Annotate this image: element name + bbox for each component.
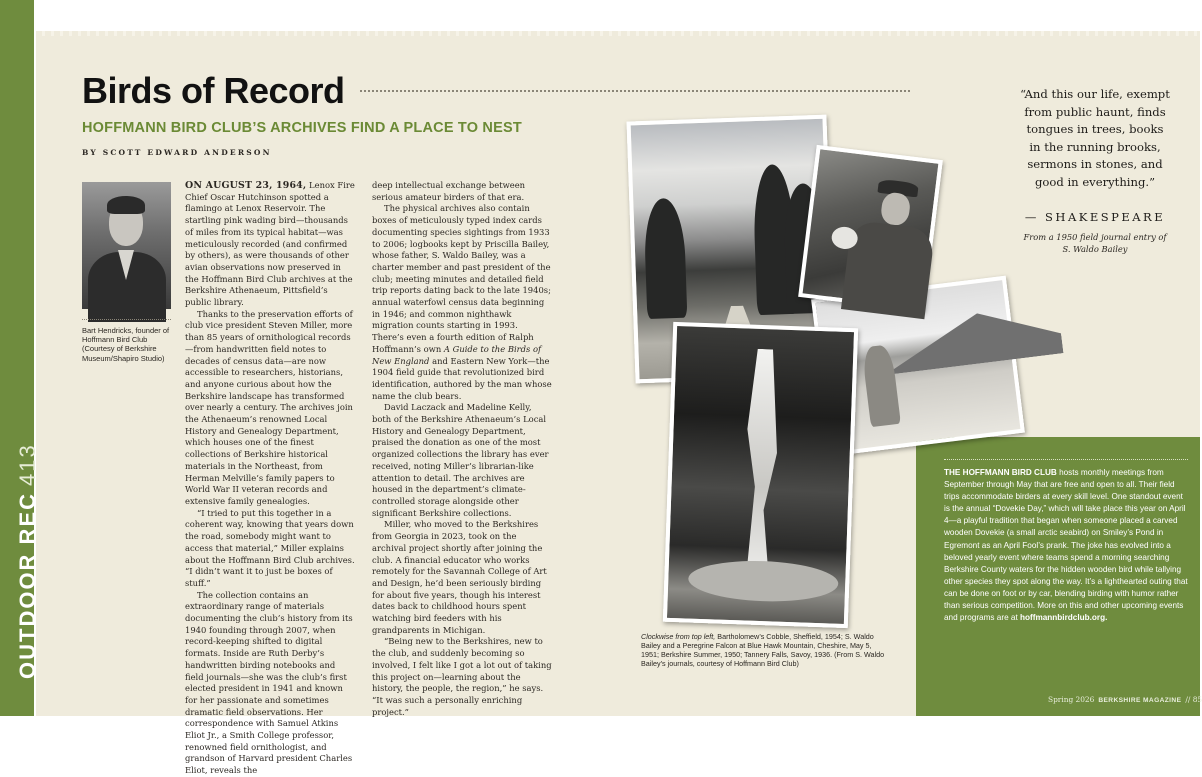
- body-paragraph: Thanks to the preservation efforts of club vice president Steven Miller, more than 85 years of ornithological records—from handwritten field notes to decades of census data—are now accessible to researchers, historians, and anyone curious about how the Berkshire landscape has transformed over nearly a century. The archives join the Athenaeum’s renowned Local History and Genealogy Department, which houses one of the finest collections of Berkshire historical materials in the Northeast, from Herman Melville’s family papers to World War II veteran records and extensive family genealogies.: [185, 308, 353, 506]
- section-label: [0, 0, 40, 716]
- body-paragraph: deep intellectual exchange between serious amateur birders of that era.: [372, 180, 526, 202]
- page-footer: [1048, 695, 1202, 704]
- footer-magazine: BERKSHIRE MAGAZINE: [1098, 697, 1182, 704]
- caption-text: Bartholomew’s Cobble, Sheffield, 1954; S. Waldo Bailey and a Peregrine Falcon at Blue Hawk Mountain, Cheshire, May 5, 1951; Berkshire Summer, 1950; Tannery Falls, Savoy, 1936. (From S. Waldo Bailey’s journals, courtesy of Hoffmann Bird Club): [641, 632, 885, 668]
- article-title: Birds of Record: [82, 70, 345, 111]
- sidebar-text: [944, 467, 1188, 624]
- section-number: 413: [15, 443, 40, 486]
- body-paragraph: [185, 180, 355, 309]
- section-name: OUTDOOR REC: [15, 492, 40, 679]
- photo-tannery-falls: [663, 322, 858, 628]
- body-text: and Eastern New York—the 1904 field guide that revolutionized bird identification, authored by the man whose name the club bears.: [372, 355, 552, 401]
- body-text: Lenox Fire Chief Oscar Hutchinson spotted a flamingo at Lenox Reservoir. The startling pink wading bird—thousands of miles from its typical habitat—was meticulously recorded (and confirmed by others), as were thousands of other avian observations now preserved in the Hoffmann Bird Club archives at the Berkshire Athenaeum, Pittsfield’s public library.: [185, 180, 355, 308]
- body-text: The physical archives also contain boxes of meticulously typed index cards documenting species sightings from 1933 to 2006; logbooks kept by Priscilla Bailey, whose father, S. Waldo Bailey, was a charter member and past president of the club; meeting minutes and detailed field trip reports dating back to the late 1940s; annual waterfowl census data beginning in 1946; and common nighthawk migration counts starting in 1993. There’s even a fourth edition of Ralph Hoffmann’s own: [372, 203, 551, 354]
- footer-issue: Spring 2026: [1048, 695, 1095, 704]
- article-subtitle: HOFFMANN BIRD CLUB’S ARCHIVES FIND A PLACE TO NEST: [82, 120, 522, 136]
- body-paragraph: “I tried to put this together in a coherent way, knowing that years down the road, somebody might want to access that material,” Miller explains about the Hoffmann Bird Club archives. “I didn’t want it to just be boxes of stuff.”: [185, 507, 355, 588]
- body-column-1: [185, 180, 355, 777]
- footer-page: // 85: [1185, 695, 1202, 704]
- body-paragraph: David Laczack and Madeline Kelly, both of the Berkshire Athenaeum’s Local History and Genealogy Department, praised the donation as one of the most organized collections the library has ever received, noting Miller’s librarian-like attention to detail. The archives are housed in the department’s climate-controlled storage alongside other significant Berkshire collections.: [372, 402, 549, 518]
- club-website-link[interactable]: hoffmannbirdclub.org.: [1020, 613, 1108, 623]
- book-title: A Guide to the Birds of New England: [372, 343, 542, 366]
- quote-attribution: — SHAKESPEARE: [1024, 210, 1166, 224]
- body-column-2: [372, 180, 552, 718]
- portrait-caption: Bart Hendricks, founder of Hoffmann Bird Club (Courtesy of Berkshire Museum/Shapiro Studio): [82, 326, 170, 363]
- photo-waldo-bailey-falcon: [798, 145, 943, 312]
- caption-rule: [82, 319, 171, 320]
- body-paragraph: The collection contains an extraordinary range of materials documenting the club’s history from its 1940 founding through 2007, when record-keeping shifted to digital formats. Inside are Ruth Derby’s handwritten birding notebooks and field journals—she was the club’s first elected president in 1941 and known for her passionate and sometimes dramatic field observations. Her correspondence with Samuel Atkins Eliot Jr., a Smith College professor, renowned field ornithologist, and grandson of Harvard president Charles Eliot, reveals the: [185, 589, 353, 776]
- body-paragraph: [372, 203, 552, 402]
- lead-in: ON AUGUST 23, 1964,: [185, 180, 307, 191]
- body-paragraph: “Being new to the Berkshires, new to the club, and suddenly becoming so involved, I felt like I got a lot out of taking this project on—learning about the history, the people, the region,” he says. “It was such a personally enriching project.”: [372, 636, 552, 717]
- body-paragraph: Miller, who moved to the Berkshires from Georgia in 2023, took on the archival project shortly after joining the club. A financial educator who works remotely for the Savannah College of Art and Design, he’d been seriously birding for about five years, though his interest dates back to childhood hours spent watching bird feeders with his grandparents in Michigan.: [372, 519, 547, 635]
- photo-caption: [641, 632, 886, 668]
- quote-source: From a 1950 field journal entry of S. Waldo Bailey: [1023, 232, 1167, 254]
- pull-quote: “And this our life, exempt from public haunt, finds tongues in trees, books in the running brooks, sermons in stones, and good in everything.”: [1020, 87, 1170, 189]
- byline: BY SCOTT EDWARD ANDERSON: [82, 148, 272, 157]
- sidebar-rule: [944, 459, 1188, 460]
- title-rule: [360, 90, 910, 92]
- portrait-photo: [82, 182, 171, 309]
- sidebar-body: hosts monthly meetings from September through May that are free and open to all. Their field trips accommodate birders at every skill level. One standout event is the annual “Dovekie Day,” which will take place this year on April 4—a playful tradition that began when someone placed a carved wooden Dovekie (a small arctic seabird) on Smiley’s Pond in Egremont as an April Fool’s prank. The joke has evolved into a beloved yearly event where teams spend a morning searching Berkshire County waters for the hidden wooden bird while tallying other species they spot along the way. It’s a lighthearted outing that can be done on foot or by car, blending birding with humor rather than serious competition. More on this and other upcoming events and programs are at: [944, 468, 1188, 623]
- sidebar-lead: THE HOFFMANN BIRD CLUB: [944, 468, 1057, 477]
- caption-lead: Clockwise from top left,: [641, 632, 716, 641]
